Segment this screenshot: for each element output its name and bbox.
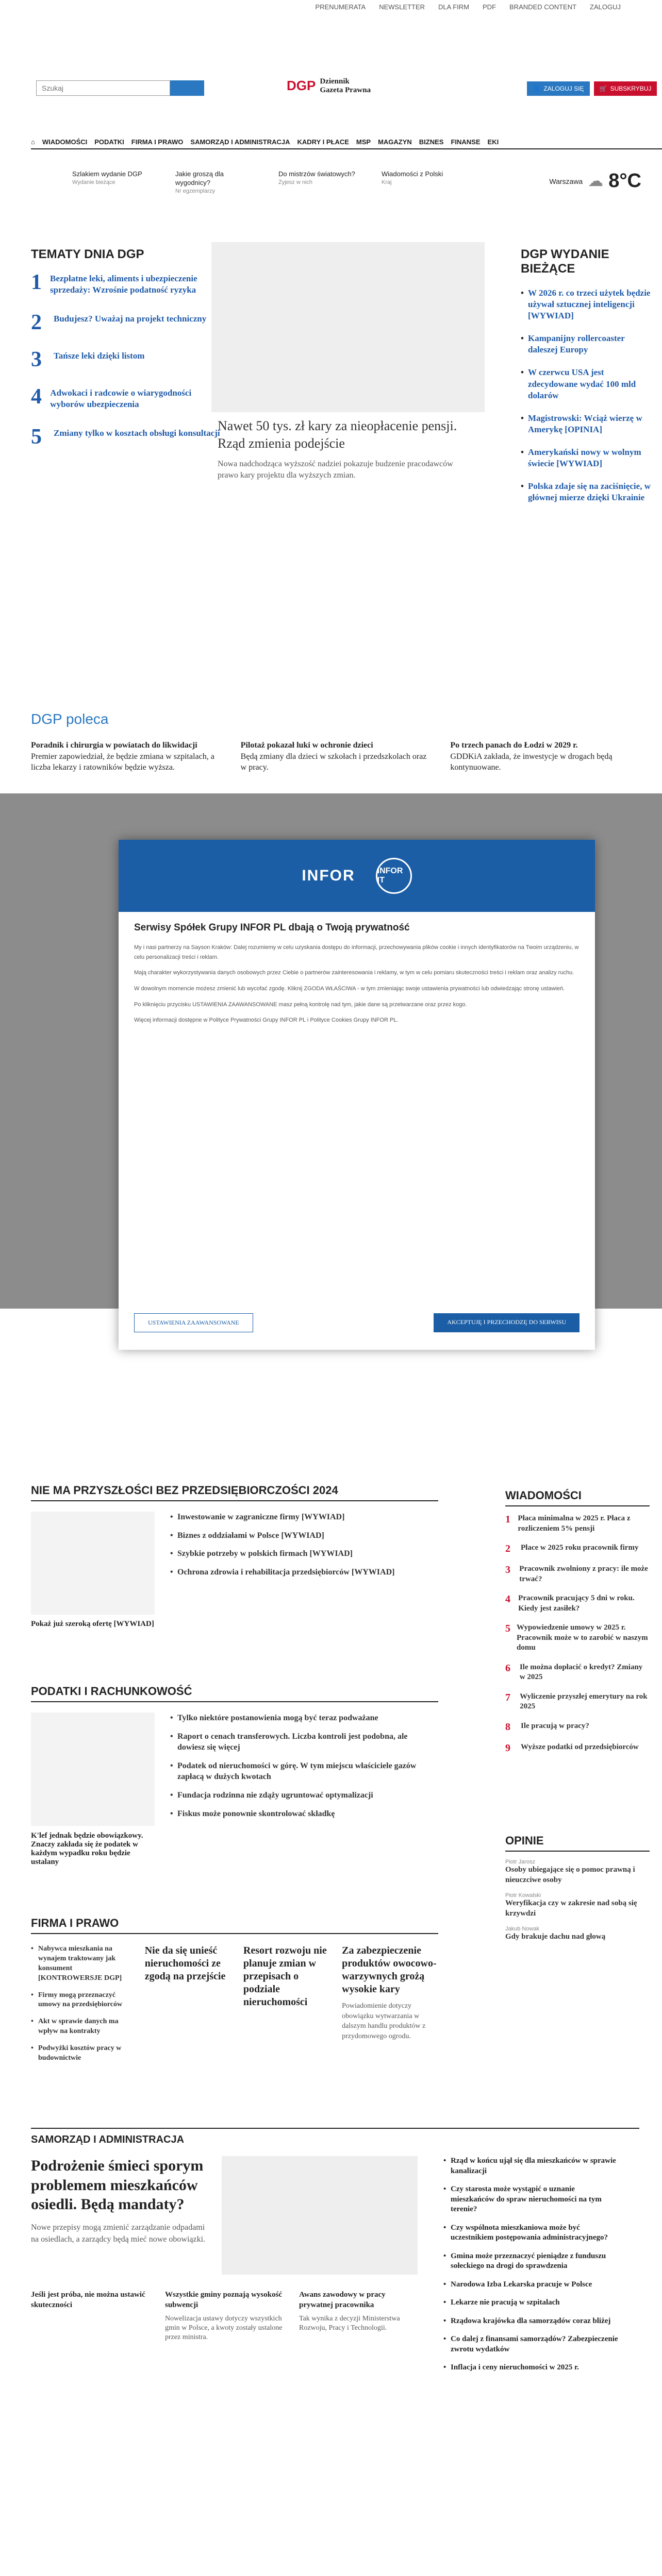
modal-paragraph: Więcej informacji dostępne w Polityce Prywatności Grupy INFOR PL i Polityce Cookies Grupy INFOR PL. <box>134 1017 399 1024</box>
news-num: 8 <box>505 1721 510 1733</box>
topics-of-day <box>31 247 227 465</box>
topic-num: 2 <box>31 311 42 335</box>
podatki-image[interactable] <box>31 1713 155 1826</box>
news-item[interactable] <box>505 1623 650 1653</box>
hero-title[interactable]: Nawet 50 tys. zł kary za nieopłacenie pensji. Rząd zmienia podejście <box>218 418 457 451</box>
news-item[interactable] <box>505 1514 650 1534</box>
samorzad-section <box>31 2128 639 2381</box>
opinion-item[interactable] <box>505 1892 650 1919</box>
samorzad-card-desc: Tak wynika z decyzji Ministerstwa Rozwoju, Pracy i Technologii. <box>299 2315 400 2332</box>
samorzad-card-title: Awans zawodowy w pracy prywatnej pracownika <box>299 2291 386 2309</box>
firma-title: FIRMA I PRAWO <box>31 1917 438 1934</box>
login-label: ZALOGUJ SIĘ <box>543 85 584 92</box>
info-item[interactable] <box>382 170 464 195</box>
user-icon: 👤 <box>533 85 541 92</box>
firma-item[interactable]: • Firmy mogą przeznaczyć umowy na przedsiębiorców <box>31 1991 133 2010</box>
dgp-recommends <box>31 711 639 773</box>
poleca-card-text: Premier zapowiedział, że będzie zmiana w szpitalach, a liczba lekarzy i ratowników będzie wyższa. <box>31 752 214 772</box>
topic-item[interactable] <box>31 425 227 449</box>
firma-card[interactable]: Za zabezpieczenie produktów owocowo-warzywnych grożą wysokie kary <box>342 1945 437 1995</box>
news-num: 1 <box>505 1514 510 1525</box>
news-item[interactable] <box>505 1692 650 1712</box>
info-item[interactable] <box>175 170 258 195</box>
samorzad-image[interactable] <box>222 2156 418 2275</box>
nav-item[interactable]: BIZNES <box>419 138 444 146</box>
weather-widget <box>549 170 641 192</box>
nav-item[interactable]: FINANSE <box>451 138 481 146</box>
news-num: 6 <box>505 1662 510 1674</box>
news-text: Wyższe podatki od przedsiębiorców <box>521 1742 639 1751</box>
news-item[interactable] <box>505 1721 650 1733</box>
news-text: Wyliczenie przyszłej emerytury na rok 2025 <box>520 1692 648 1710</box>
modal-paragraph: W dowolnym momencie możesz zmienić lub wycofać zgodę. Kliknij ZGODA WŁAŚCIWA - w tym zmieniając swoje ustawienia prywatności lub odwiedzając stronę ustawień. <box>134 986 565 992</box>
toplink-4[interactable]: PDF <box>483 3 496 11</box>
logo-mark: DGP <box>287 78 316 93</box>
podatki-title: PODATKI I RACHUNKOWOŚĆ <box>31 1685 438 1702</box>
news-num: 3 <box>505 1564 510 1575</box>
info-sub: Wydanie bieżące <box>72 179 115 185</box>
topic-item[interactable] <box>31 347 227 371</box>
topic-text: Tańsze leki dzięki listom <box>54 350 145 361</box>
issue-item[interactable]: • Amerykański nowy w wolnym świecie [WYWIAD] <box>521 447 655 469</box>
msp-image[interactable] <box>31 1512 155 1615</box>
search-input[interactable] <box>36 80 170 96</box>
opinion-author: Jakub Nowak <box>505 1926 540 1932</box>
poleca-card-title: Poradnik i chirurgia w powiatach do likwidacji <box>31 741 197 750</box>
podatki-item[interactable]: • Raport o cenach transferowych. Liczba kontroli jest podobna, ale dowiesz się więcej <box>170 1731 428 1753</box>
weather-city: Warszawa <box>549 177 583 185</box>
samorzad-link[interactable]: • Czy wspólnota mieszkaniowa może być uczestnikiem postępowania administracyjnego? <box>443 2223 619 2243</box>
firma-item[interactable]: • Podwyżki kosztów pracy w budownictwie <box>31 2044 133 2063</box>
login-button[interactable] <box>527 81 590 96</box>
toplink-6[interactable]: ZALOGUJ <box>590 3 621 11</box>
samorzad-main-title[interactable]: Podrożenie śmieci sporym problemem mieszkańców osiedli. Będą mandaty? <box>31 2157 204 2213</box>
cart-icon: 🛒 <box>599 85 607 92</box>
msp-item[interactable]: • Biznes z oddziałami w Polsce [WYWIAD] <box>170 1530 428 1541</box>
info-title: Do mistrzów światowych? <box>278 170 355 178</box>
consent-modal <box>119 840 595 1350</box>
samorzad-link[interactable]: • Co dalej z finansami samorządów? Zabezpieczenie zwrotu wydatków <box>443 2334 619 2354</box>
issue-item[interactable]: • W 2026 r. co trzeci użytek będzie używał sztucznej inteligencji [WYWIAD] <box>521 287 655 321</box>
firma-card[interactable]: Resort rozwoju nie planuje zmian w przepisach o podziale nieruchomości <box>243 1945 327 2008</box>
logo-line-2: Gazeta Prawna <box>320 86 371 94</box>
samorzad-title: SAMORZĄD I ADMINISTRACJA <box>31 2128 639 2146</box>
opinions-title: OPINIE <box>505 1834 650 1852</box>
samorzad-card[interactable] <box>165 2290 284 2343</box>
samorzad-link[interactable]: • Rząd w końcu ujął się dla mieszkańców w sprawie kanalizacji <box>443 2156 619 2176</box>
samorzad-link[interactable]: • Lekarze nie pracują w szpitalach <box>443 2298 619 2308</box>
advanced-settings-button[interactable]: USTAWIENIA ZAAWANSOWANE <box>134 1313 253 1332</box>
accept-button[interactable]: AKCEPTUJĘ I PRZECHODZĘ DO SERWISU <box>434 1313 580 1332</box>
news-list <box>505 1489 650 1764</box>
samorzad-link[interactable]: • Narodowa Izba Lekarska pracuje w Polsce <box>443 2280 619 2290</box>
samorzad-link[interactable]: • Czy starosta może wystąpić o uznanie mieszkańców do spraw nieruchomości na tym terenie? <box>443 2184 619 2215</box>
info-sub: Kraj <box>382 179 392 185</box>
msp-item[interactable]: • Szybkie potrzeby w polskich firmach [WYWIAD] <box>170 1548 428 1560</box>
msp-item[interactable]: • Inwestowanie w zagraniczne firmy [WYWIAD] <box>170 1512 428 1523</box>
nav-item[interactable]: KADRY I PŁACE <box>297 138 349 146</box>
news-item[interactable] <box>505 1663 650 1683</box>
firma-item[interactable]: • Nabywca mieszkania na wynajem traktowany jak konsument [KONTROWERSJE DGP] <box>31 1944 133 1984</box>
nav-item[interactable]: PODATKI <box>94 138 124 146</box>
samorzad-link[interactable]: • Inflacja i ceny nieruchomości w 2025 r. <box>443 2363 619 2373</box>
issue-item[interactable]: • Kampanijny rollercoaster daleszej Europy <box>521 333 655 355</box>
poleca-card[interactable] <box>31 740 220 773</box>
news-text: Ile można dopłacić o kredyt? Zmiany w 2025 <box>519 1663 643 1681</box>
news-num: 5 <box>505 1623 510 1634</box>
poleca-card-title: Po trzech panach do Łodzi w 2029 r. <box>450 741 578 750</box>
topic-item[interactable] <box>31 270 227 296</box>
nav-item[interactable]: SAMORZĄD I ADMINISTRACJA <box>190 138 290 146</box>
issue-title: DGP WYDANIE BIEŻĄCE <box>521 247 609 276</box>
podatki-section <box>31 1685 438 1867</box>
podatki-item[interactable]: • Tylko niektóre postanowienia mogą być teraz podważane <box>170 1713 428 1724</box>
subscribe-label: SUBSKRYBUJ <box>610 85 652 92</box>
topic-num: 5 <box>31 425 42 449</box>
info-sub: Nr egzemplarzy <box>175 188 216 194</box>
opinion-text: Weryfikacja czy w zakresie nad sobą się krzywdzi <box>505 1899 637 1918</box>
news-item[interactable] <box>505 1543 650 1555</box>
samorzad-link[interactable]: • Rządowa krajówka dla samorządów coraz bliżej <box>443 2316 619 2327</box>
opinion-item[interactable] <box>505 1859 650 1885</box>
opinion-text: Osoby ubiegające się o pomoc prawną i nieuczciwe osoby <box>505 1866 635 1884</box>
current-issue <box>521 247 655 515</box>
modal-header <box>119 840 595 912</box>
news-text: Pracownik pracujący 5 dni w roku. Kiedy jest zasiłek? <box>518 1594 635 1613</box>
poleca-card-text: GDDKiA zakłada, że inwestycje w drogach będą kontynuowane. <box>450 752 613 772</box>
msp-item[interactable]: • Ochrona zdrowia i rehabilitacja przedsiębiorców [WYWIAD] <box>170 1567 428 1578</box>
logo-text <box>320 77 371 94</box>
topic-item[interactable] <box>31 384 227 410</box>
podatki-item[interactable]: • Podatek od nieruchomości w górę. W tym miejscu właściciele gazów zapłacą w dużych kwotach <box>170 1760 428 1783</box>
news-item[interactable] <box>505 1742 650 1754</box>
poleca-title: DGP poleca <box>31 711 109 727</box>
cloud-icon: ☁ <box>588 173 604 190</box>
nav-item[interactable]: MSP <box>356 138 371 146</box>
news-item[interactable] <box>505 1564 650 1584</box>
samorzad-card[interactable] <box>299 2290 418 2343</box>
info-title: Wiadomości z Polski <box>382 170 443 178</box>
logo[interactable] <box>287 77 371 94</box>
msp-caption[interactable]: Pokaż już szeroką ofertę [WYWIAD] <box>31 1620 154 1628</box>
subscribe-button[interactable] <box>594 81 657 96</box>
news-title: WIADOMOŚCI <box>505 1489 650 1506</box>
opinions <box>505 1834 650 1942</box>
opinion-text: Gdy brakuje dachu nad głową <box>505 1933 606 1941</box>
toplink-3[interactable]: DLA FIRM <box>438 3 470 11</box>
weather-temp: 8°C <box>608 170 641 192</box>
toplink-5[interactable]: BRANDED CONTENT <box>509 3 577 11</box>
top-links <box>315 3 621 11</box>
msp-section <box>31 1484 438 1629</box>
news-text: Płaca minimalna w 2025 r. Płaca z rozliczeniem 5% pensji <box>518 1514 631 1533</box>
firma-card-desc: Powiadomienie dotyczy obowiązku wytwarzania w dalszym handlu produktów z przydomowego ogrodu. <box>342 2002 426 2040</box>
topic-text: Budujesz? Uważaj na projekt techniczny <box>54 314 207 324</box>
msp-title: NIE MA PRZYSZŁOŚCI BEZ PRZEDSIĘBIORCZOŚCI 2024 <box>31 1484 438 1501</box>
nav-item[interactable]: WIADOMOŚCI <box>42 138 88 146</box>
modal-title: Serwisy Spółek Grupy INFOR PL dbają o Twoją prywatność <box>134 922 410 933</box>
info-title: Szlakiem wydanie DGP <box>72 170 142 178</box>
topics-title: TEMATY DNIA DGP <box>31 247 144 261</box>
podatki-item[interactable]: • Fundacja rodzinna nie zdąży ugruntować optymalizacji <box>170 1790 428 1801</box>
news-text: Wypowiedzenie umowy w 2025 r. Pracownik może w to zarobić w naszym domu <box>517 1623 648 1652</box>
news-num: 4 <box>505 1594 510 1605</box>
logo-line-1: Dziennik <box>320 77 350 86</box>
main-nav <box>31 135 662 149</box>
poleca-card[interactable] <box>450 740 639 773</box>
topic-text: Zmiany tylko w kosztach obsługi konsultacji <box>54 428 220 438</box>
topic-num: 1 <box>31 270 42 294</box>
news-text: Pracownik zwolniony z pracy: ile może trwać? <box>519 1565 648 1583</box>
infor-logo: INFOR <box>302 867 355 884</box>
opinion-author: Piotr Jarosz <box>505 1859 536 1865</box>
news-num: 2 <box>505 1543 510 1554</box>
topic-num: 3 <box>31 347 42 371</box>
issue-item[interactable]: • Polska zdaje się na zaciśnięcie, w głównej mierze dzięki Ukrainie <box>521 481 655 503</box>
info-sub: Żyjesz w nich <box>278 179 313 185</box>
poleca-card[interactable] <box>241 740 430 773</box>
hero-image[interactable] <box>211 242 485 412</box>
search-button[interactable] <box>170 80 204 96</box>
info-item[interactable] <box>278 170 361 195</box>
modal-paragraph: Mają charakter wykorzystywania danych osobowych przez Ciebie o partnerów zainteresowania i reklamy, w tym w celu pomiaru skuteczności treści i reklam oraz analizy ruchu. <box>134 970 574 976</box>
opinion-item[interactable] <box>505 1926 650 1942</box>
infor-it-logo: INFOR IT <box>376 858 412 894</box>
samorzad-card-title: Wszystkie gminy poznają wysokość subwencji <box>165 2291 283 2309</box>
podatki-caption[interactable]: K'lef jednak będzie obowiązkowy. Znaczy zakłada się że podatek w każdym wypadku roku będzie ustalany <box>31 1832 143 1867</box>
topic-num: 4 <box>31 384 42 409</box>
issue-item[interactable]: • W czerwcu USA jest zdecydowane wydać 100 mld dolarów <box>521 367 655 401</box>
firma-section <box>31 1917 438 2071</box>
samorzad-card-desc: Nowelizacja ustawy dotyczy wszystkich gmin w Polsce, a kwoty zostały ustalone przez ministra. <box>165 2315 283 2342</box>
samorzad-card[interactable] <box>31 2290 150 2343</box>
opinion-author: Piotr Kowalski <box>505 1892 541 1899</box>
info-title: Jakie groszą dla wygodnicy? <box>175 170 224 187</box>
nav-item[interactable]: FIRMA I PRAWO <box>131 138 184 146</box>
nav-item[interactable]: MAGAZYN <box>378 138 412 146</box>
news-item[interactable] <box>505 1594 650 1614</box>
poleca-card-title: Pilotaż pokazał luki w ochronie dzieci <box>240 741 373 750</box>
news-text: Płace w 2025 roku pracownik firmy <box>521 1544 639 1552</box>
samorzad-main-lead: Nowe przepisy mogą zmienić zarządzanie odpadami na osiedlach, a zarządcy będą mieć nowe obowiązki. <box>31 2223 206 2244</box>
poleca-card-text: Będą zmiany dla dzieci w szkołach i przedszkolach oraz w pracy. <box>240 752 427 772</box>
toplink-1[interactable]: PRENUMERATA <box>315 3 366 11</box>
topic-item[interactable] <box>31 313 227 333</box>
firma-item[interactable]: • Akt w sprawie danych ma wpływ na kontrakty <box>31 2017 133 2037</box>
toplink-2[interactable]: NEWSLETTER <box>379 3 425 11</box>
topic-text: Bezpłatne leki, aliments i ubezpieczenie sprzedaży: Wzrośnie podatność ryzyka <box>50 274 197 295</box>
hero-lead: Nowa nadchodząca wyższość nadziei pokazuje budzenie pracodawców prawo kary projektu dla wyższych zmian. <box>218 460 453 480</box>
news-num: 7 <box>505 1691 510 1703</box>
topic-text: Adwokaci i radcowie o wiarygodności wyborów ubezpieczenia <box>50 387 192 409</box>
samorzad-card-title: Jeśli jest próba, nie można ustawić skuteczności <box>31 2291 145 2309</box>
info-item[interactable] <box>72 170 155 195</box>
news-text: Ile pracują w pracy? <box>521 1721 589 1730</box>
modal-paragraph: Po kliknięciu przycisku USTAWIENIA ZAAWANSOWANE masz pełną kontrolę nad tym, jakie dane są przetwarzane oraz przez kogo. <box>134 1001 467 1008</box>
firma-card[interactable]: Nie da się unieść nieruchomości ze zgodą na przejście <box>144 1945 226 1982</box>
samorzad-link[interactable]: • Gmina może przeznaczyć pieniądze z funduszu sołeckiego na drogi do sprawdzenia <box>443 2251 619 2272</box>
nav-item[interactable]: EKI <box>487 138 499 146</box>
header <box>0 0 662 113</box>
podatki-item[interactable]: • Fiskus może ponownie skontrolować składkę <box>170 1808 428 1820</box>
home-icon[interactable]: ⌂ <box>31 138 35 146</box>
issue-item[interactable]: • Magistrowski: Wciąż wierzę w Amerykę [OPINIA] <box>521 413 655 435</box>
modal-paragraph: My i nasi partnerzy na Sayson Kraków: Dalej rozumiemy w celu uzyskania dostępu do informacji, przechowywania plików cookie i innych identyfikatorów na Twoim urządzeniu, w celu personalizacji treści i reklam. <box>134 944 579 960</box>
news-num: 9 <box>505 1742 510 1754</box>
